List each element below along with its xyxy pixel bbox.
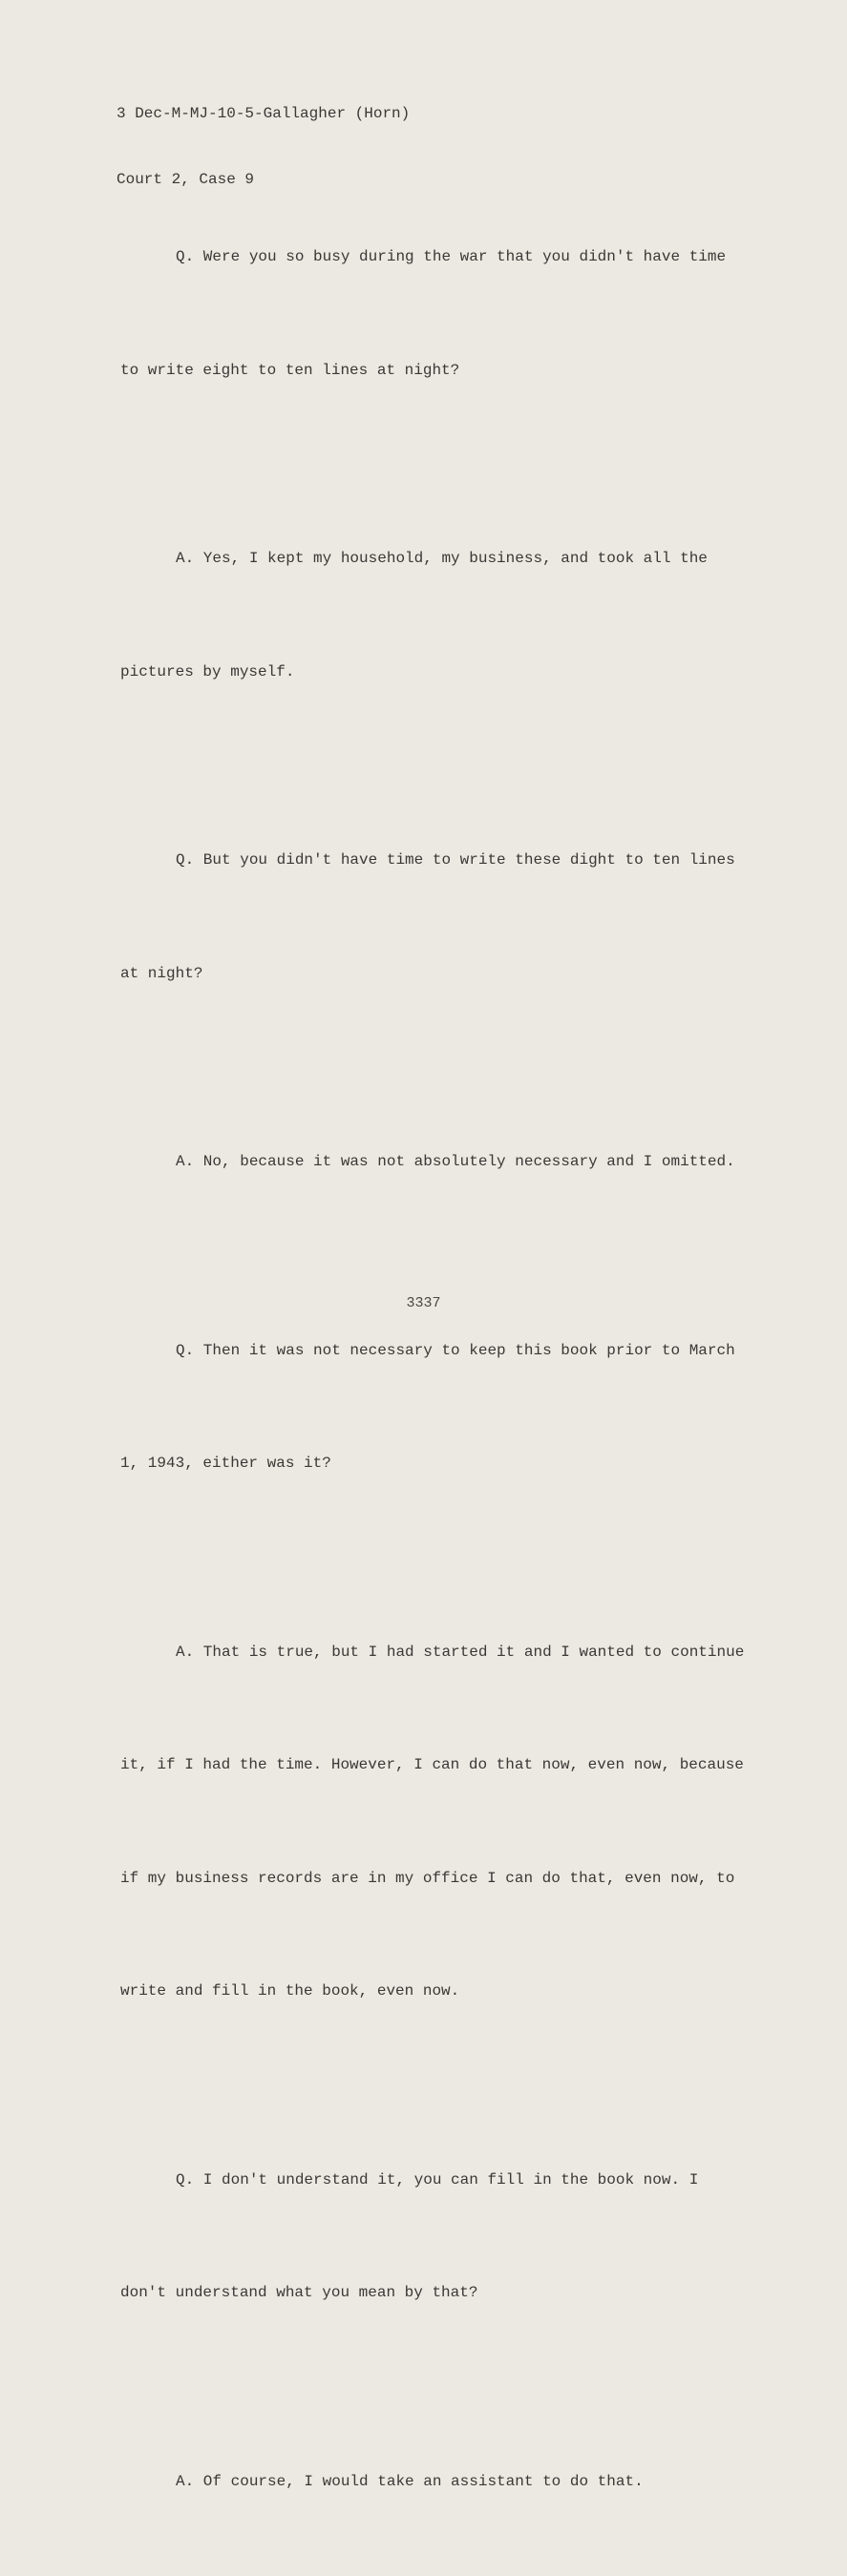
transcript-paragraph (120, 465, 760, 766)
header-case-reference: 3 Dec-M-MJ-10-5-Gallagher (Horn) (116, 103, 410, 125)
page-number: 3337 (0, 1295, 847, 1311)
transcript-line: it, if I had the time. However, I can do that now, even now, because (120, 1747, 760, 1785)
transcript-paragraph (120, 766, 760, 1068)
transcript-paragraph (120, 1068, 760, 1257)
transcript-line: write and fill in the book, even now. (120, 1973, 760, 2011)
transcript-body (120, 163, 760, 2576)
transcript-paragraph (120, 163, 760, 465)
transcript-line: don't understand what you mean by that? (120, 2274, 760, 2313)
transcript-paragraph (120, 2086, 760, 2388)
transcript-paragraph (120, 2388, 760, 2576)
transcript-line: Q. But you didn't have time to write these dight to ten lines (120, 842, 760, 880)
transcript-line: to write eight to ten lines at night? (120, 352, 760, 390)
transcript-line: pictures by myself. (120, 654, 760, 692)
transcript-line: A. No, because it was not absolutely necessary and I omitted. (120, 1143, 760, 1182)
transcript-line: at night? (120, 955, 760, 994)
transcript-line: A. Of course, I would take an assistant to do that. (120, 2463, 760, 2502)
transcript-line: Q. Were you so busy during the war that you didn't have time (120, 239, 760, 277)
header-court-case: Court 2, Case 9 (116, 169, 410, 191)
transcript-line: if my business records are in my office I can do that, even now, to (120, 1860, 760, 1898)
transcript-line: Q. I don't understand it, you can fill in the book now. I (120, 2162, 760, 2200)
transcript-line: A. Yes, I kept my household, my business, and took all the (120, 540, 760, 578)
transcript-line: A. That is true, but I had started it and I wanted to continue (120, 1634, 760, 1672)
transcript-line: 1, 1943, either was it? (120, 1445, 760, 1483)
transcript-line: Q. Then it was not necessary to keep this book prior to March (120, 1332, 760, 1371)
transcript-paragraph (120, 1559, 760, 2086)
